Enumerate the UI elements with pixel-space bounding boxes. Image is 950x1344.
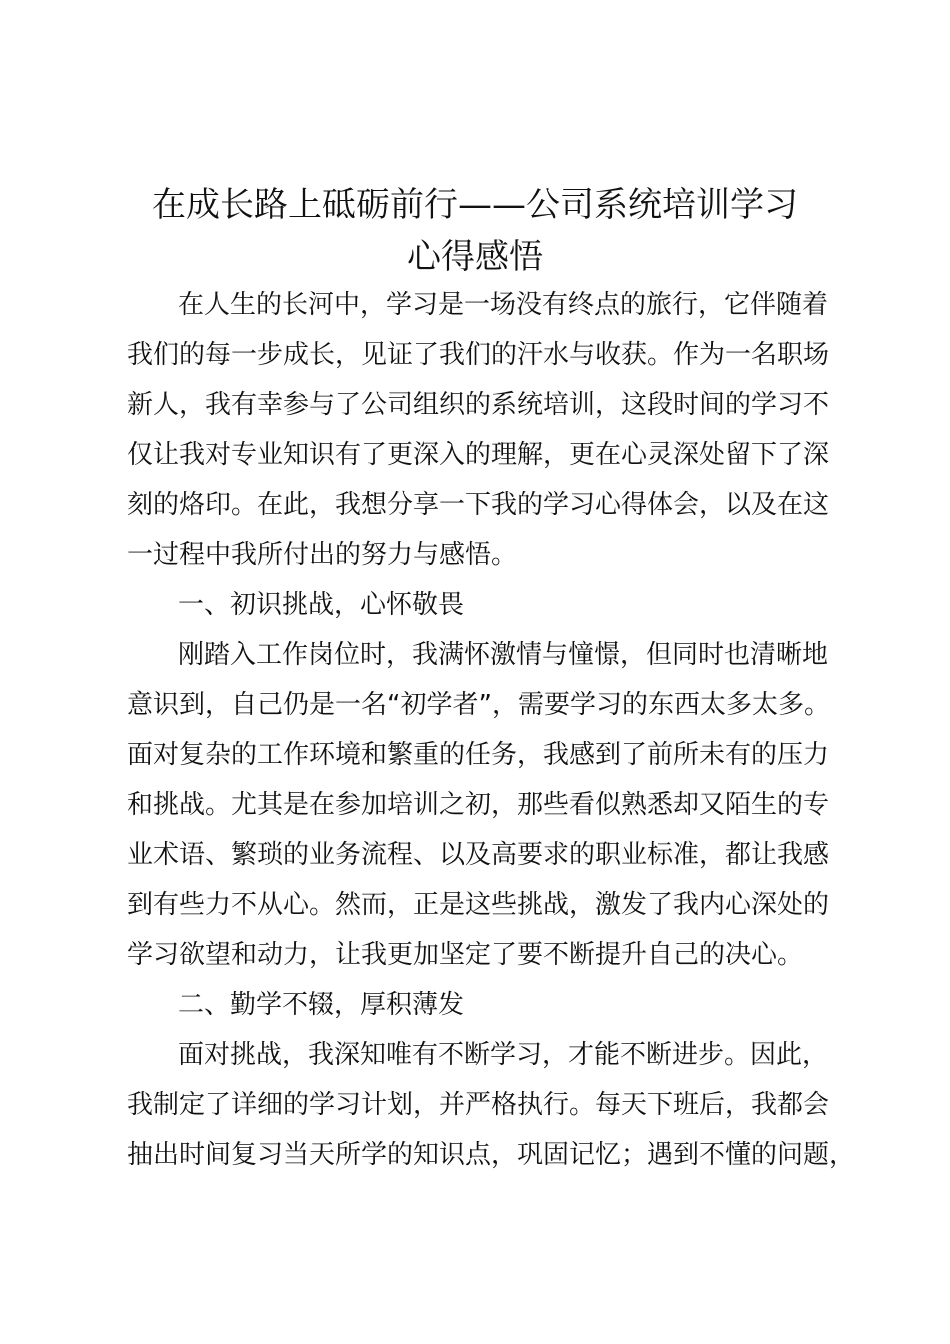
section-2-line-3: 抽出时间复习当天所学的知识点，巩固记忆；遇到不懂的问题， [127, 1140, 856, 1170]
section-2-heading: 二、勤学不辍，厚积薄发 [178, 990, 465, 1020]
section-1-line-7: 学习欲望和动力，让我更加坚定了要不断提升自己的决心。 [127, 940, 804, 970]
section-1-line-1: 刚踏入工作岗位时，我满怀激情与憧憬，但同时也清晰地 [178, 640, 829, 670]
intro-line-2: 我们的每一步成长，见证了我们的汗水与收获。作为一名职场 [127, 340, 830, 370]
document-title-line-2: 心得感悟 [407, 237, 543, 277]
intro-line-5: 刻的烙印。在此，我想分享一下我的学习心得体会，以及在这 [127, 490, 830, 520]
section-2-line-1: 面对挑战，我深知唯有不断学习，才能不断进步。因此， [178, 1040, 829, 1070]
section-1-line-5: 业术语、繁琐的业务流程、以及高要求的职业标准，都让我感 [127, 840, 830, 870]
intro-line-1: 在人生的长河中，学习是一场没有终点的旅行，它伴随着 [178, 290, 829, 320]
intro-line-6: 一过程中我所付出的努力与感悟。 [127, 540, 518, 570]
section-2-line-2: 我制定了详细的学习计划，并严格执行。每天下班后，我都会 [127, 1090, 830, 1120]
section-1-heading: 一、初识挑战，心怀敬畏 [178, 590, 465, 620]
section-1-line-3: 面对复杂的工作环境和繁重的任务，我感到了前所未有的压力 [127, 740, 830, 770]
section-1-line-6: 到有些力不从心。然而，正是这些挑战，激发了我内心深处的 [127, 890, 830, 920]
intro-line-3: 新人，我有幸参与了公司组织的系统培训，这段时间的学习不 [127, 390, 830, 420]
section-1-line-2: 意识到，自己仍是一名“初学者”，需要学习的东西太多太多。 [127, 690, 830, 720]
intro-line-4: 仅让我对专业知识有了更深入的理解，更在心灵深处留下了深 [127, 440, 830, 470]
section-1-line-4: 和挑战。尤其是在参加培训之初，那些看似熟悉却又陌生的专 [127, 790, 830, 820]
document-title-line-1: 在成长路上砥砺前行——公司系统培训学习 [152, 185, 798, 225]
